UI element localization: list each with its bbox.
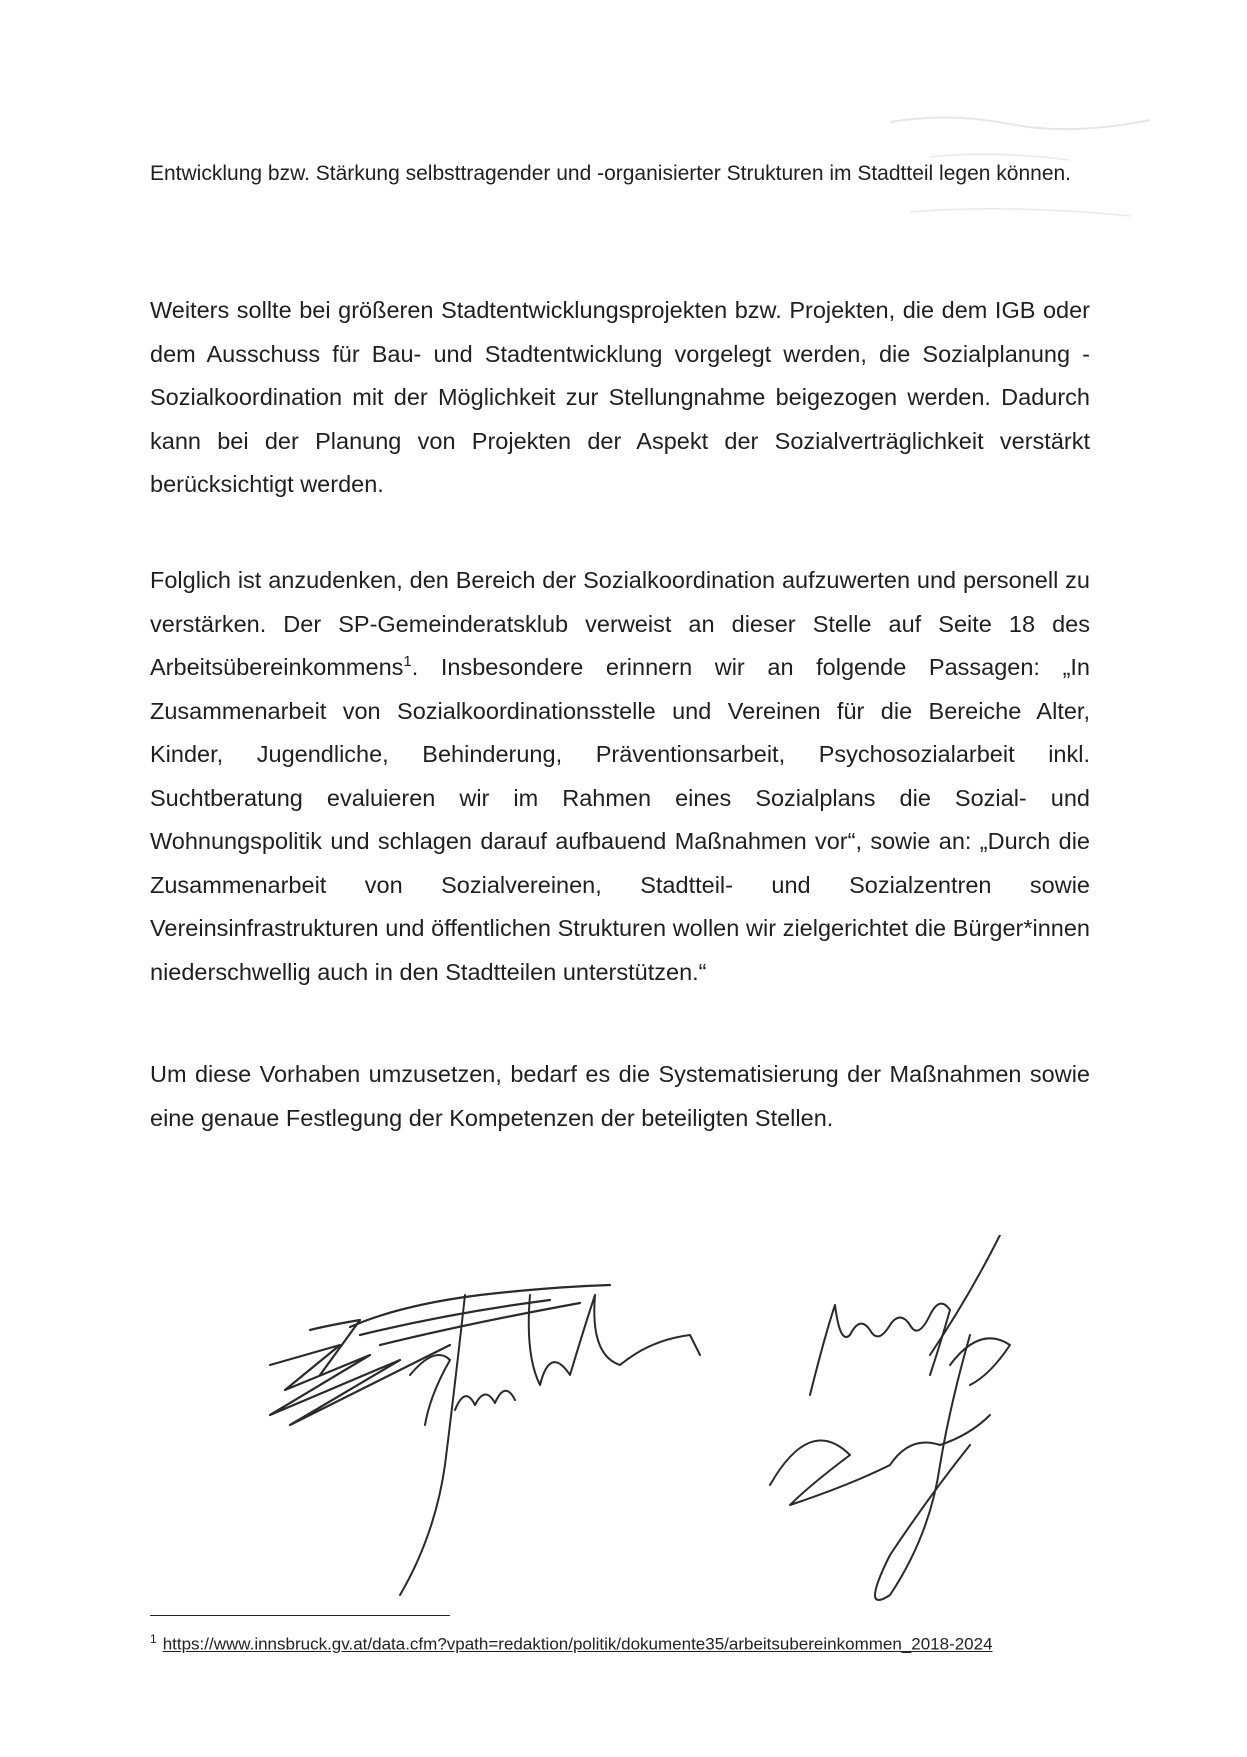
- paragraph-implementation: Um diese Vorhaben umzusetzen, bedarf es die Systematisierung der Maßnahmen sowie eine genaue Festlegung der Kompetenzen der beteiligten Stellen.: [150, 1061, 1090, 1131]
- footnote-reference: 1: [403, 653, 412, 671]
- signature-4: [770, 1335, 1010, 1600]
- footnote: [150, 1627, 993, 1657]
- intro-paragraph: Entwicklung bzw. Stärkung selbsttragender und -organisierter Strukturen im Stadtteil legen können.: [150, 162, 1072, 185]
- paragraph-2-text-a: Folglich ist anzudenken, den Bereich der Sozialkoordination aufzuwerten und personell zu verstärken. Der SP-Gemeinderatsklub verweist an dieser Stelle auf Seite 18 des Arbeitsübereinkommens: [150, 567, 1090, 680]
- signature-3: [400, 1295, 700, 1595]
- footnote-divider: [150, 1615, 450, 1616]
- footnote-mark: 1: [150, 1632, 157, 1646]
- signature-2: [810, 1235, 1000, 1395]
- paragraph-social-planning: Weiters sollte bei größeren Stadtentwicklungsprojekten bzw. Projekten, die dem IGB oder dem Ausschuss für Bau- und Stadtentwicklung vorgelegt werden, die Sozialplanung - Sozialkoordination mit der Möglichkeit zur Stellungnahme beigezogen werden. Dadurch kann bei der Planung von Projekten der Aspekt der Sozialverträglichkeit verstärkt berücksichtigt werden.: [150, 297, 1090, 497]
- paragraph-social-coordination: [150, 559, 1090, 994]
- handwritten-signatures: [250, 1235, 1150, 1635]
- footnote-link[interactable]: https://www.innsbruck.gv.at/data.cfm?vpath=redaktion/politik/dokumente35/arbeitsubereinkommen_2018-2024: [162, 1634, 993, 1654]
- paragraph-2-text-b: . Insbesondere erinnern wir an folgende Passagen: „In Zusammenarbeit von Sozialkoordinationsstelle und Vereinen für die Bereiche Alter, Kinder, Jugendliche, Behinderung, Präventionsarbeit, Psychosozialarbeit inkl. Suchtberatung evaluieren wir im Rahmen eines Sozialplans die Sozial- und Wohnungspolitik und schlagen darauf aufbauend Maßnahmen vor“, sowie an: „Durch die Zusammenarbeit von Sozialvereinen, Stadtteil- und Sozialzentren sowie Vereinsinfrastrukturen und öffentlichen Strukturen wollen wir zielgerichtet die Bürger*innen niederschwellig auch in den Stadtteilen unterstützen.“: [150, 654, 1090, 985]
